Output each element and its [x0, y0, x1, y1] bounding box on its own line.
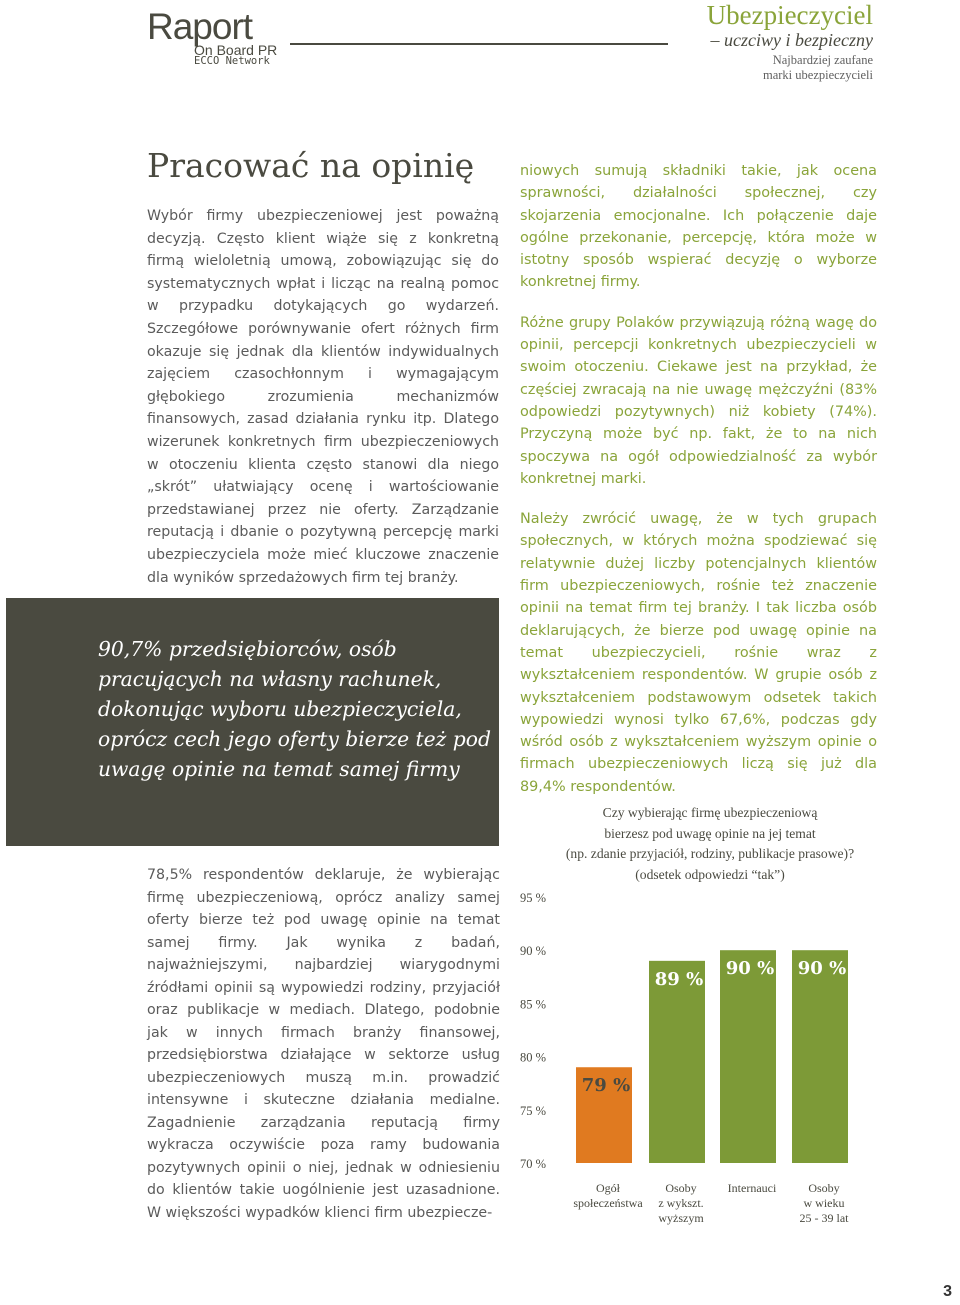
category-label: społeczeństwa	[573, 1196, 643, 1210]
paragraph: Należy zwrócić uwagę, że w tych grupach społecznych, w których można spodziewać się relatywnie dużej liczby potencjalnych klientów firm ubezpieczeniowych, rośnie też znaczenie opinii na temat firm tej branży. I tak liczba osób deklarujących, że bierze pod uwagę opinie na temat ubezpieczycieli, rośnie wraz z wykształceniem respondentów. W grupie osób z wykształceniem podstawowym odsetek takich wypowiedzi wynosi tylko 67,6%, podczas gdy wśród osób z wykształceniem wyższym opinie o firmach ubezpieczeniowych liczą się już dla 89,4% respondentów.	[520, 511, 877, 795]
bar-value-label: 90 %	[797, 958, 847, 980]
section-note-line2: marki ubezpieczycieli	[762, 68, 873, 82]
chart-title-line2: bierzesz pod uwagę opinie na jej temat	[604, 825, 816, 841]
section-subtitle: – uczciwy i bezpieczny	[710, 30, 873, 50]
paragraph: niowych sumują składniki takie, jak ocena sprawności, działalności społecznej, czy skojarzenia emocjonalne. Ich połączenie daje ogólne przekonanie, percepcję, która może w istotny sposób wspierać decyzję o wyborze konkretnej firmy.	[520, 163, 877, 291]
bar	[720, 950, 776, 1163]
section-note-line1: Najbardziej zaufane	[772, 53, 873, 67]
bar-chart	[500, 880, 900, 1240]
category-label: 25 - 39 lat	[799, 1211, 849, 1225]
article-left-column-top	[147, 205, 499, 589]
category-label: w wieku	[803, 1196, 845, 1210]
category-label: Ogół	[596, 1181, 620, 1195]
article-right-column	[520, 160, 877, 816]
chart-title	[540, 803, 880, 885]
bar	[792, 950, 848, 1163]
y-tick-label: 85 %	[520, 997, 547, 1012]
chart-title-line4: (odsetek odpowiedzi “tak”)	[635, 866, 785, 882]
y-tick-label: 95 %	[520, 891, 547, 905]
header-rule	[290, 43, 668, 45]
chart-title-line1: Czy wybierając firmę ubezpieczeniową	[602, 805, 818, 820]
article-left-column-bottom	[147, 864, 500, 1224]
chart-title-line3: (np. zdanie przyjaciół, rodziny, publikacje prasowe)?	[565, 846, 855, 861]
bar-value-label: 90 %	[725, 958, 775, 980]
paragraph: 78,5% respondentów deklaruje, że wybierając firmę ubezpieczeniową, oprócz analizy samej oferty bierze też pod uwagę opinie na temat samej firmy. Jak wynika z badań, najważniejszymi, najbardziej wiarygodnymi źródłami opinii są wypowiedzi rodziny, przyjaciół oraz publikacje w mediach. Dlatego, podobnie jak w innych firmach branży finansowej, przedsiębiorstwa działające w sektorze usług ubezpieczeniowych muszą m.in. prowadzić intensywne i skuteczne działania medialne. Zagadnienie zarządzania reputacją firmy wykracza oczywiście poza ramy budowania pozytywnych opinii o niej, jednak w odniesieniu do klientów takie uogólnienie jest uzasadnione. W większości wypadków klienci firm ubezpiecze-	[147, 867, 500, 1221]
pull-quote: 90,7% przedsiębiorców, osób pracujących na własny rachunek, dokonując wyboru ubezpieczyciela, oprócz cech jego oferty bierze też pod uwagę opinie na temat samej firmy	[98, 637, 491, 781]
report-logo-network: ECCO Network	[194, 55, 270, 67]
y-tick-label: 75 %	[520, 1103, 547, 1118]
category-label: Internauci	[727, 1181, 777, 1195]
paragraph: Wybór firmy ubezpieczeniowej jest poważną decyzją. Często klient wiąże się z konkretną firmą wieloletnią umową, zobowiązując się do systematycznych wpłat i licząc na realną pomoc w przypadku dotykających go wydarzeń. Szczegółowe porównywanie ofert różnych firm okazuje się jednak dla klientów indywidualnych zajęciem czasochłonnym i wymagającym głębokiego zrozumienia mechanizmów finansowych, zasad działania rynku itp. Dlatego wizerunek konkretnych firm ubezpieczeniowych w otoczeniu klienta często stanowi dla niego „skrót” ułatwiający ocenę i wartościowanie przedstawianej przez nie oferty. Zarządzanie reputacją i dbanie o pozytywną percepcję marki ubezpieczyciela może mieć kluczowe znaczenie dla wyników sprzedażowych firm tej branży.	[147, 208, 499, 586]
section-note	[713, 53, 873, 83]
article-headline: Pracować na opinię	[147, 146, 475, 185]
paragraph: Różne grupy Polaków przywiązują różną wagę do opinii, percepcji konkretnych ubezpieczycieli w swoim otoczeniu. Ciekawe jest na przykład, że częściej zwracają na nie uwagę mężczyźni (83% odpowiedzi pozytywnych) niż kobiety (74%). Przyczyną może być np. fakt, że to na nich spoczywa na ogół odpowiedzialność za wybór konkretnej marki.	[520, 314, 877, 487]
category-label: Osoby	[665, 1181, 697, 1195]
report-logo: Raport	[147, 6, 253, 47]
y-tick-label: 90 %	[520, 944, 547, 959]
bar-value-label: 79 %	[581, 1075, 631, 1097]
bar-value-label: 89 %	[654, 968, 704, 990]
bar	[649, 961, 705, 1163]
category-label: z wykszt.	[658, 1196, 704, 1210]
report-logo-subtitle: On Board PR	[194, 42, 278, 58]
category-label: Osoby	[808, 1181, 840, 1195]
y-tick-label: 80 %	[520, 1050, 547, 1065]
category-label: wyższym	[658, 1211, 704, 1225]
y-tick-label: 70 %	[520, 1157, 547, 1171]
section-title: Ubezpieczyciel	[706, 0, 873, 30]
page-number: 3	[943, 1283, 952, 1300]
